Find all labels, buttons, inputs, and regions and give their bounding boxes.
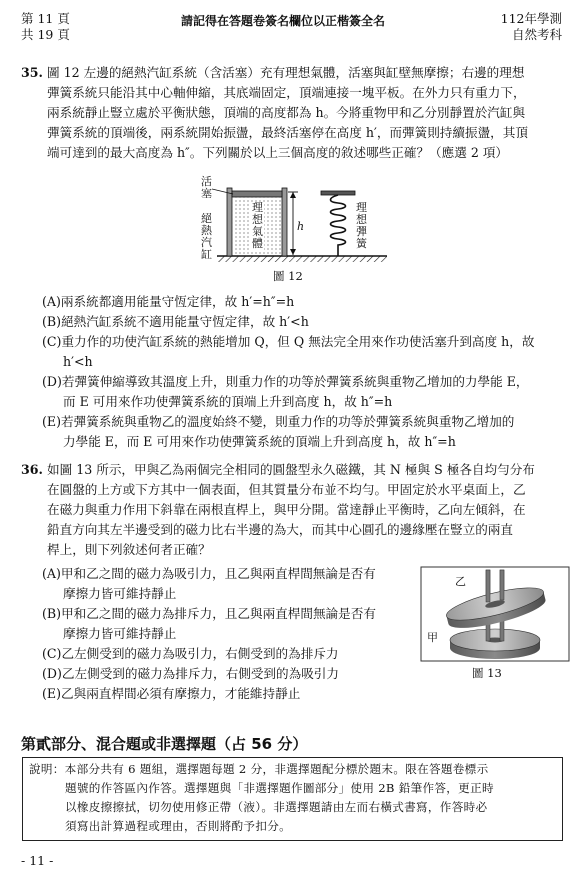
q36-stem-line: 如圖 13 所示，甲與乙為兩個完全相同的圓盤型永久磁鐵，其 N 極與 S 極各自均勻分布 (47, 462, 535, 477)
q36-options (42, 564, 376, 704)
q35-option-d[interactable]: (D)若彈簧伸縮導致其溫度上升，則重力作的功等於彈簧系統與重物乙增加的力學能 E， (42, 374, 529, 389)
label-height-h: h (297, 220, 305, 233)
label-gas-char: 理 (252, 201, 263, 214)
q36-stem-line: 在磁力與重力作用下斜靠在兩根直桿上，與甲分開。當達靜止平衡時，乙向左傾斜，在 (47, 502, 526, 517)
notes-line: 以橡皮擦擦拭，切勿使用修正帶（液）。非選擇題請由左而右橫式書寫，作答時必 (65, 800, 488, 814)
q35-stem-line: 彈簧系統只能沿其中心軸伸縮，其底端固定，頂端連接一塊平板。在外力只有重力下， (47, 85, 526, 100)
label-cylinder-char: 缸 (201, 248, 212, 261)
label-spring-char: 簧 (356, 237, 367, 250)
label-cylinder-char: 熱 (201, 224, 212, 237)
q35-options (42, 292, 534, 452)
spring (331, 195, 346, 256)
q36-option-c[interactable]: (C)乙左側受到的磁力為吸引力，右側受到的為排斥力 (42, 646, 339, 661)
label-jia: 甲 (427, 631, 438, 644)
q35-option-e-cont[interactable]: 力學能 E，而 E 可用來作功使彈簧系統的頂端上升到高度 h，故 h″=h (63, 434, 456, 449)
q35-option-c[interactable]: (C)重力作的功使汽缸系統的熱能增加 Q，但 Q 無法完全用來作功使活塞升到高度 h，故 (42, 334, 535, 349)
label-spring-char: 理 (356, 201, 367, 214)
signature-notice: 請記得在答題卷簽名欄位以正楷簽全名 (181, 14, 386, 28)
exam-year: 112年學測 (500, 11, 562, 26)
q36-option-a-cont[interactable]: 摩擦力皆可維持靜止 (63, 586, 177, 601)
q36-stem-line: 桿上，則下列敘述何者正確？ (47, 542, 211, 557)
footer-page-number: - 11 - (21, 853, 54, 868)
q35-option-e[interactable]: (E)若彈簧系統與重物乙的溫度始終不變，則重力作的功等於彈簧系統與重物乙增加的 (42, 414, 515, 429)
q36-option-b-cont[interactable]: 摩擦力皆可維持靜止 (63, 626, 177, 641)
q36-option-b[interactable]: (B)甲和乙之間的磁力為排斥力，且乙與兩直桿間無論是否有 (42, 606, 376, 621)
q35-number: 35. (21, 65, 43, 80)
q36-stem (47, 460, 535, 560)
label-cylinder-char: 絕 (201, 212, 212, 225)
label-spring-char: 想 (356, 213, 367, 226)
spring-plate (321, 191, 355, 195)
q35-stem-line: 彈簧系統的頂端後，兩系統開始振盪，最終活塞停在高度 h′，而彈簧則持續振盪，其頂 (47, 125, 528, 140)
q35-option-d-cont[interactable]: 而 E 可用來作功使彈簧系統的頂端上升到高度 h，故 h″=h (63, 394, 393, 409)
label-piston-char: 活 (201, 175, 212, 188)
label-spring-char: 彈 (356, 225, 367, 238)
q36-number: 36. (21, 462, 43, 477)
notes-line: 說明：本部分共有 6 題組，選擇題每題 2 分，非選擇題配分標於題末。限在答題卷標示 (29, 762, 489, 776)
q36-stem-line: 在圓盤的上方或下方其中一個表面，但其質量分布並不均勻。甲固定於水平桌面上，乙 (47, 482, 526, 497)
notes-line: 須寫出計算過程或理由，否則將酌予扣分。 (65, 819, 291, 833)
subject-name: 自然考科 (511, 27, 562, 42)
piston-pointer (212, 188, 234, 196)
q35-stem-line: 圖 12 左邊的絕熱汽缸系統（含活塞）充有理想氣體，活塞與缸壁無摩擦；右邊的理想 (47, 65, 525, 80)
label-piston-char: 塞 (201, 187, 212, 200)
q35-stem-line: 端可達到的最大高度為 h″。下列關於以上三個高度的敘述哪些正確？（應選 2 項） (47, 145, 509, 160)
label-spring (356, 202, 367, 250)
figure-13-drawing (420, 566, 570, 676)
label-cylinder (201, 213, 212, 261)
q35-option-a[interactable]: (A)兩系統都適用能量守恆定律，故 h′=h″=h (42, 294, 295, 309)
label-gas-char: 想 (252, 213, 263, 226)
q36-option-d[interactable]: (D)乙左側受到的磁力為排斥力，右側受到的為吸引力 (42, 666, 339, 681)
q36-option-e[interactable]: (E)乙與兩直桿間必須有摩擦力，才能維持靜止 (42, 686, 301, 701)
cylinder-wall-left (227, 188, 232, 256)
q35-stem-line: 兩系統靜止豎立處於平衡狀態，頂端的高度都為 h。今將重物甲和乙分別靜置於汽缸與 (47, 105, 526, 120)
notes-line: 題號的作答區內作答。選擇題與「非選擇題作圖部分」使用 2B 鉛筆作答，更正時 (65, 781, 494, 795)
q35-stem (47, 63, 528, 163)
q35-option-b[interactable]: (B)絕熱汽缸系統不適用能量守恆定律，故 h′<h (42, 314, 309, 329)
label-gas-char: 氣 (252, 225, 263, 238)
piston (232, 191, 282, 197)
cylinder-wall-right (282, 188, 287, 256)
figure-13-caption: 圖 13 (472, 666, 502, 680)
label-gas (251, 202, 264, 250)
q36-stem-line: 鉛直方向其左半邊受到的磁力比右半邊的為大，而其中心圓孔的邊緣壓在豎立的兩直 (47, 522, 513, 537)
label-piston (201, 176, 212, 200)
total-pages: 共 19 頁 (21, 27, 70, 42)
q36-option-a[interactable]: (A)甲和乙之間的磁力為吸引力，且乙與兩直桿間無論是否有 (42, 566, 376, 581)
section-2-title: 第貳部分、混合題或非選擇題（占 56 分） (21, 735, 308, 753)
q35-option-c-cont[interactable]: h′<h (63, 354, 93, 369)
label-cylinder-char: 汽 (201, 236, 212, 249)
floor (217, 256, 387, 262)
label-yi: 乙 (455, 575, 466, 588)
section-2-notes-box (22, 757, 563, 841)
page-number: 第 11 頁 (21, 11, 70, 26)
figure-12-caption: 圖 12 (273, 269, 303, 283)
label-gas-char: 體 (252, 237, 263, 250)
figure-13 (420, 566, 570, 676)
